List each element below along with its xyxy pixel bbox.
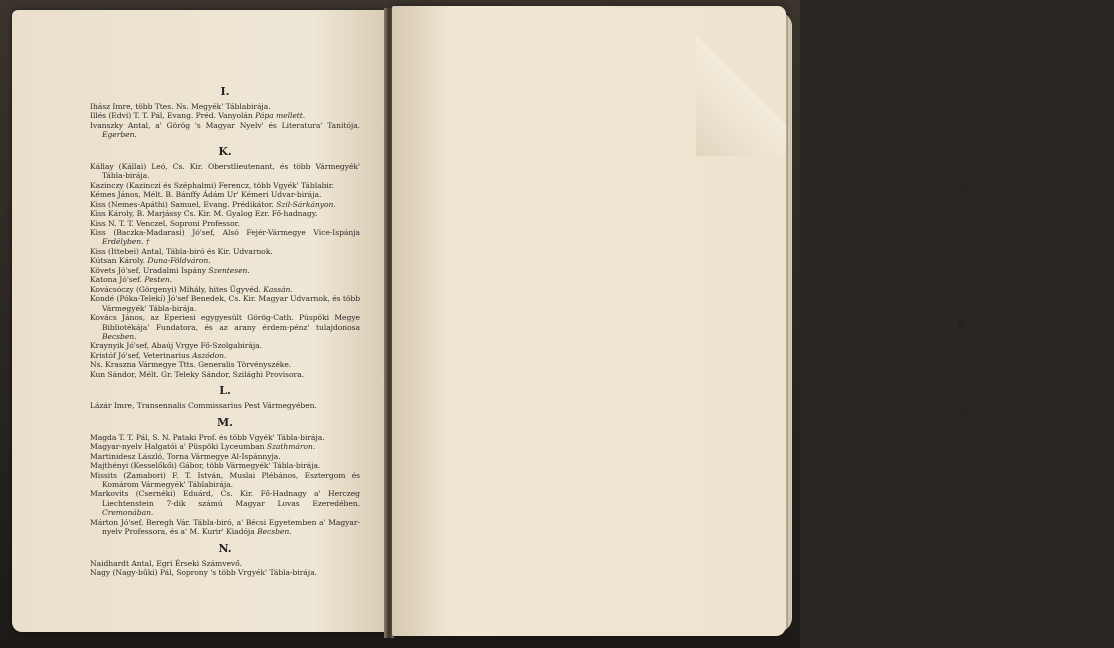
entry-text: Majthényi (Kesselőkői) Gábor, több Vármegyék' Tábla-birája. — [90, 461, 321, 471]
subscriber-entry — [90, 228, 360, 247]
entry-place: Becsben. — [257, 527, 292, 537]
subscriber-entry — [814, 489, 1114, 498]
subscriber-entry — [90, 401, 360, 410]
subscriber-entry — [814, 209, 1114, 218]
left-page-text — [90, 80, 360, 578]
subscriber-entry — [814, 391, 1114, 400]
entry-text: Kondé (Póka-Telekí) Jó'sef Benedek, Cs. Kir. Magyar Udvarnok, és több Vármegyék' Tábla-birája. — [90, 294, 360, 313]
subscriber-entry — [814, 344, 1114, 353]
entry-text: Szabó Jó'sef, F. T. T. Harsányi V. Esperest és Plébános. † — [814, 517, 1026, 527]
entry-text: Ro'sonyai Kerülethelí Evangelicum Ns. Gymnasium. — [814, 372, 1012, 382]
entry-place: Becsben. — [102, 331, 137, 341]
entry-place: Becsben. — [863, 441, 898, 451]
subscriber-entry — [814, 372, 1114, 381]
subscriber-entry — [90, 181, 360, 190]
subscriber-entry — [814, 108, 1114, 117]
subscriber-entry — [814, 265, 1114, 274]
subscriber-entry — [90, 190, 360, 199]
subscriber-entry — [90, 247, 360, 256]
subscriber-entry — [90, 433, 360, 442]
subscriber-entry — [90, 111, 360, 120]
subscriber-entry — [90, 313, 360, 341]
entry-text: Ns. Kraszna Vármegye Ttts. Generalis Törvényszéke. — [90, 360, 292, 370]
entry-text: Kazinczy (Kazinczi és Széphalmi) Ferencz, több Vgyék' Táblabir. — [90, 180, 334, 190]
entry-text: Kállay (Kállai) Leó, Cs. Kir. Oberstlieutenant, és több Vármegyék' Tábla-birája. — [90, 161, 360, 181]
entry-text: Oszterhueber Móricz, a' Törvények Doktora és a' Fiumei Kormánynál Conceptualis Practicans. — [814, 158, 1114, 177]
entry-place: Becsben. — [977, 217, 1013, 227]
entry-text: Raader Alajos Könyvárus — [814, 334, 912, 344]
entry-text: Papay (Pápai) Ferencz, Tatai és Gesztesi Uradalmi Fiscalis. — [814, 208, 1039, 218]
entry-text: Somogyi János, N. Mélt. Gr. Széchényi László Ő Eksz. Horpacsi Udv. Kasznárja. — [814, 451, 1114, 470]
subscriber-entry — [90, 442, 360, 451]
subscriber-entry — [814, 218, 1114, 227]
entry-text: Lázár Imre, Transennalis Commissarius Pest Vármegyében. — [90, 401, 317, 411]
entry-text: Soproni-Ns. 's tudós Magyar Társaság. — [814, 479, 962, 489]
subscriber-entry — [90, 200, 360, 209]
entry-text: Neveltenek. 6 — [814, 98, 870, 108]
entry-text: Missits (Zamabori) F. T. István, Muslai Plébános, Esztergom és Komárom Vármegyék' Táblabirája. — [90, 470, 360, 489]
entry-text: Ihász Imre, több Ttes. Ns. Megyék' Táblabirája. — [90, 102, 271, 111]
subscriber-entry — [814, 70, 1114, 79]
subscriber-entry — [814, 423, 1114, 432]
subscriber-entry — [90, 341, 360, 350]
entry-text: Pilaszenovits Antal, Rogolitzai közbirtokos. — [814, 236, 978, 246]
entry-text: Röszler T. T. Kristóf, a' Budai-Pesti Német Ujság' Redactora. — [814, 381, 1043, 391]
subscriber-entry — [814, 527, 1114, 536]
entry-text: Katona Jó'sef. — [90, 275, 145, 285]
subscriber-entry — [90, 219, 360, 228]
subscriber-entry — [814, 353, 1114, 362]
subscriber-entry — [814, 335, 1114, 344]
entry-place: Pécsett. — [967, 70, 998, 79]
subscriber-entry — [814, 89, 1114, 98]
subscriber-entry — [814, 246, 1114, 265]
entry-text: Kovácsóczy (Görgenyi) Mihály, hites Ügyvéd. — [90, 284, 264, 294]
entry-text: Román (Kövesligethi) Ferencz, Fiscalis és Táblabiró — [814, 362, 1013, 372]
section-letter: R. — [957, 317, 971, 331]
entry-text: Podolay N. T. T. Melchior, az újtatos Oskolák' áldozó Papja 's a' N. Kanizsai Kir. Gymnasium Kormányozója. — [814, 246, 1114, 265]
subscriber-entry — [90, 452, 360, 461]
subscriber-entry — [814, 237, 1114, 246]
subscriber-entry — [90, 121, 360, 140]
entry-place: Pápán. — [905, 265, 931, 275]
entry-text: Retsky (Retski) Benedek, Táblabiró — [814, 343, 951, 353]
entry-text: Pnez N. T. T. Antal, Balonyi Plébános. — [814, 293, 956, 303]
subscriber-entry — [90, 285, 360, 294]
entry-place: Aszódon. — [192, 350, 227, 360]
section-letter: S. — [958, 405, 970, 419]
entry-text: Nagy (Nagy-bűki) Pál, Soprony 's több Vrgyék' Tábla-birája. — [90, 568, 317, 578]
subscriber-entry — [90, 209, 360, 218]
entry-place: Egerben. — [102, 130, 137, 140]
subscriber-entry — [90, 162, 360, 181]
section-letter: O. — [957, 122, 971, 136]
section-letter: K. — [218, 144, 232, 158]
subscriber-entry — [814, 294, 1114, 303]
subscriber-entry — [814, 498, 1114, 517]
subscriber-entry — [814, 479, 1114, 488]
subscriber-entry — [90, 518, 360, 537]
entry-text: Nyitra Vármegye Nemes Rendei. — [814, 88, 939, 98]
subscriber-entry — [814, 158, 1114, 177]
subscriber-entry — [814, 139, 1114, 158]
entry-place: Szentesen. — [208, 265, 250, 275]
entry-text: Naidhardt Antal, Egri Érseki Számvevő. — [90, 558, 243, 568]
entry-place: Szathmáron. — [266, 442, 316, 452]
entry-text: Sebess (Zilahi) László, Cs. Kir. Fő-Stra'sa-Mester, a' Magyar Nemes Testőrző-Gárdánál — [814, 432, 1114, 451]
right-page — [392, 6, 1114, 636]
entry-text: Pogats Elek, Számtartó — [814, 265, 906, 275]
entry-text: Magyar-nyelv Halgatói a' Püspöki Lyceumban — [90, 442, 267, 452]
left-page — [12, 10, 386, 632]
entry-text: Kristóf Jó'sef, Veterinarius — [90, 350, 193, 360]
section-letter: P. — [958, 182, 970, 196]
entry-text: Illés (Edvi) T. T. Pál, Evang. Préd. Vanyolán — [90, 111, 256, 121]
entry-place: Tatán. — [1024, 284, 1048, 294]
subscriber-entry — [90, 351, 360, 360]
entry-text: Nedeczky (Nedeczei) Lajos, Zala Vrgyei Fő-Szolgabiró. — [814, 79, 1023, 89]
entry-place: Erdélyben. † — [102, 237, 150, 247]
entry-text: Kiss (Ittebei) Antal, Tábla-biró és Kir. Udvarnok. — [90, 246, 273, 256]
folded-corner — [696, 6, 786, 156]
subscriber-entry — [90, 461, 360, 470]
entry-text: Schwaiger András, Po'sonyi Könyvárus 2. — [814, 422, 974, 432]
entry-place: Duna-Földváron. — [147, 256, 211, 266]
subscriber-entry — [814, 432, 1114, 451]
subscriber-entry — [90, 471, 360, 490]
section-letter: L. — [219, 384, 231, 398]
entry-place: Naprágyban. — [950, 343, 1000, 353]
subscriber-entry — [814, 470, 1114, 479]
subscriber-entry — [814, 227, 1114, 236]
entry-text: Soós (Soóvári) György, több Ns. Vármegyék' Tábla-birája. — [814, 469, 1032, 479]
section-letter: M. — [217, 415, 233, 429]
entry-text: Posonyi Nemes Magyar Olvasó-Társaság. — [814, 303, 971, 313]
subscriber-entry — [90, 275, 360, 284]
entry-text: Martinidesz László, Torna Vármegye Al-Ispánnyja. — [90, 451, 281, 461]
entry-text: Követs Jó'sef, Uradalmi Ispány — [90, 265, 209, 275]
entry-place: Fejérváron. 2 Példányra. — [911, 334, 1006, 344]
subscriber-entry — [814, 363, 1114, 372]
subscriber-entry — [814, 79, 1114, 88]
entry-text: Nagy Ignácz, több Vrgyék' Tábla-birája. — [814, 70, 968, 79]
subscriber-entry — [814, 275, 1114, 284]
subscriber-entry — [90, 568, 360, 577]
subscriber-entry — [90, 266, 360, 275]
subscriber-entry — [814, 199, 1114, 208]
subscriber-entry — [814, 451, 1114, 470]
entry-text: Rimaválgyi Nemes és Tudós Társaság. — [814, 353, 960, 363]
entry-text: Ivanszky Antal, a' Görög 's Magyar Nyelv' és Literatura' Tanitója. — [90, 120, 360, 130]
subscriber-entry — [90, 559, 360, 568]
section-letter: I. — [220, 85, 230, 98]
entry-text: Márton Jó'sef, Beregh Vár. Tábla-biró, a' Bécsi Egyetemben a' Magyar-nyelv Professora, és a' M. Kurir' Kiadója — [90, 517, 360, 537]
subscriber-entry — [90, 102, 360, 111]
entry-text: Markovits (Csernéki) Eduárd, Cs. Kir. Fő-Hadnagy a' Herczeg Liechtenstein 7-dik számú Magyar Lovas Ezeredében. — [90, 489, 360, 508]
entry-place: Pápa mellett. — [255, 111, 306, 121]
entry-place: Szil-Sárkányon. — [276, 199, 336, 209]
entry-text: Magda T. T. Pál, S. N. Pataki Prof. és több Vgyék' Tábla-birája. — [90, 432, 325, 442]
entry-text: Szabó N. T. T. Nepomuk, Turjei Plébánia Administratora. — [814, 526, 1030, 536]
subscriber-entry — [814, 284, 1114, 293]
section-letter: N. — [218, 541, 232, 555]
entry-text: Prauner Gábor, N. Mélt. Gr. Eszterházy Miklós' Titokn. — [814, 284, 1025, 294]
entry-place: Példányra. — [973, 422, 1015, 432]
entry-text: Kiss (Nemes-Apáthi) Samuel, Evang. Prédikátor. — [90, 199, 277, 209]
subscriber-entry — [90, 294, 360, 313]
entry-place: Példányra. — [869, 98, 910, 108]
subscriber-entry — [90, 489, 360, 517]
entry-place: Kassán. — [263, 284, 293, 294]
entry-text: Pákozdy 'Sigmond, Ns. Tolna Vármegye Al-Szolgabirája. — [814, 199, 1027, 209]
subscriber-entry — [814, 303, 1114, 312]
entry-text: Soprony' Ttes. Nemes Vármegye Rendjei. — [814, 488, 972, 498]
entry-text: Ócskay (Ócskai) István, Ttes Zemplény Vrgye hites Al-Jegyzője és több Ns. Megyék' Táblabirája. — [814, 139, 1114, 158]
entry-text: Kiss Károly, B. Marjássy Cs. Kir. M. Gyalog Ezr. Fő-hadnagy. — [90, 209, 318, 219]
entry-text: Patay (Patai) János, Theologiát tanító Prof. — [814, 217, 978, 227]
entry-text: Polgár N. T. T. László, Sz. Benedek Szerz. Áldozó Pap és Ravazdi Plébános. — [814, 274, 1098, 284]
entry-text: Kútsan Károly. — [90, 256, 148, 266]
entry-text: Kraynyik Jó'sef, Abaúj Vrgye Fő-Szolgabirája. — [90, 341, 262, 351]
entry-place: Cremonában. — [102, 508, 154, 518]
entry-text: Némethi Pál, Miskólczi Leány-Tanitó. — [814, 107, 955, 117]
subscriber-entry — [90, 360, 360, 369]
right-page-text — [814, 70, 1114, 536]
entry-text: Kiss N. T. T. Venczel, Soproni Professor. — [90, 218, 240, 228]
entry-text: Pataki Reform. Nemes Collegium' Könyv-tárja. — [814, 227, 991, 237]
subscriber-entry — [814, 517, 1114, 526]
entry-text: Kun Sándor, Mélt. Gr. Teleky Sándor, Szilághi Provisora. — [90, 369, 304, 379]
entry-place: Pesten. — [144, 275, 173, 285]
subscriber-entry — [814, 98, 1114, 107]
entry-text: Kémes János, Mélt. B. Bánffy Ádám Ur' Kémeri Udvar-birája. — [90, 190, 322, 200]
entry-text: Kovács János, az Eperiesi egygyesült Görög-Cath. Püspöki Megye Bibliotékája' Fundatora, és az arany érdem-pénz' tulajdonosa — [90, 313, 360, 332]
subscriber-entry — [90, 256, 360, 265]
subscriber-entry — [90, 370, 360, 379]
entry-text: Stöck Ferencz, a' Cs. Kir. Fő-Hercz. és Nádor-Isp. 12-dik számú Magyar Lovas Ezred. 100-os Kapitány. — [814, 498, 1114, 517]
entry-text: Ribiánszky János, Tisztartó. — [814, 391, 919, 401]
entry-place: Munkátson. — [1012, 362, 1058, 372]
subscriber-entry — [814, 382, 1114, 391]
entry-text: Kiss (Baczka-Madarasi) Jó'sef, Alsó Fejér-Vármegye Vice-Ispánja — [90, 227, 360, 237]
